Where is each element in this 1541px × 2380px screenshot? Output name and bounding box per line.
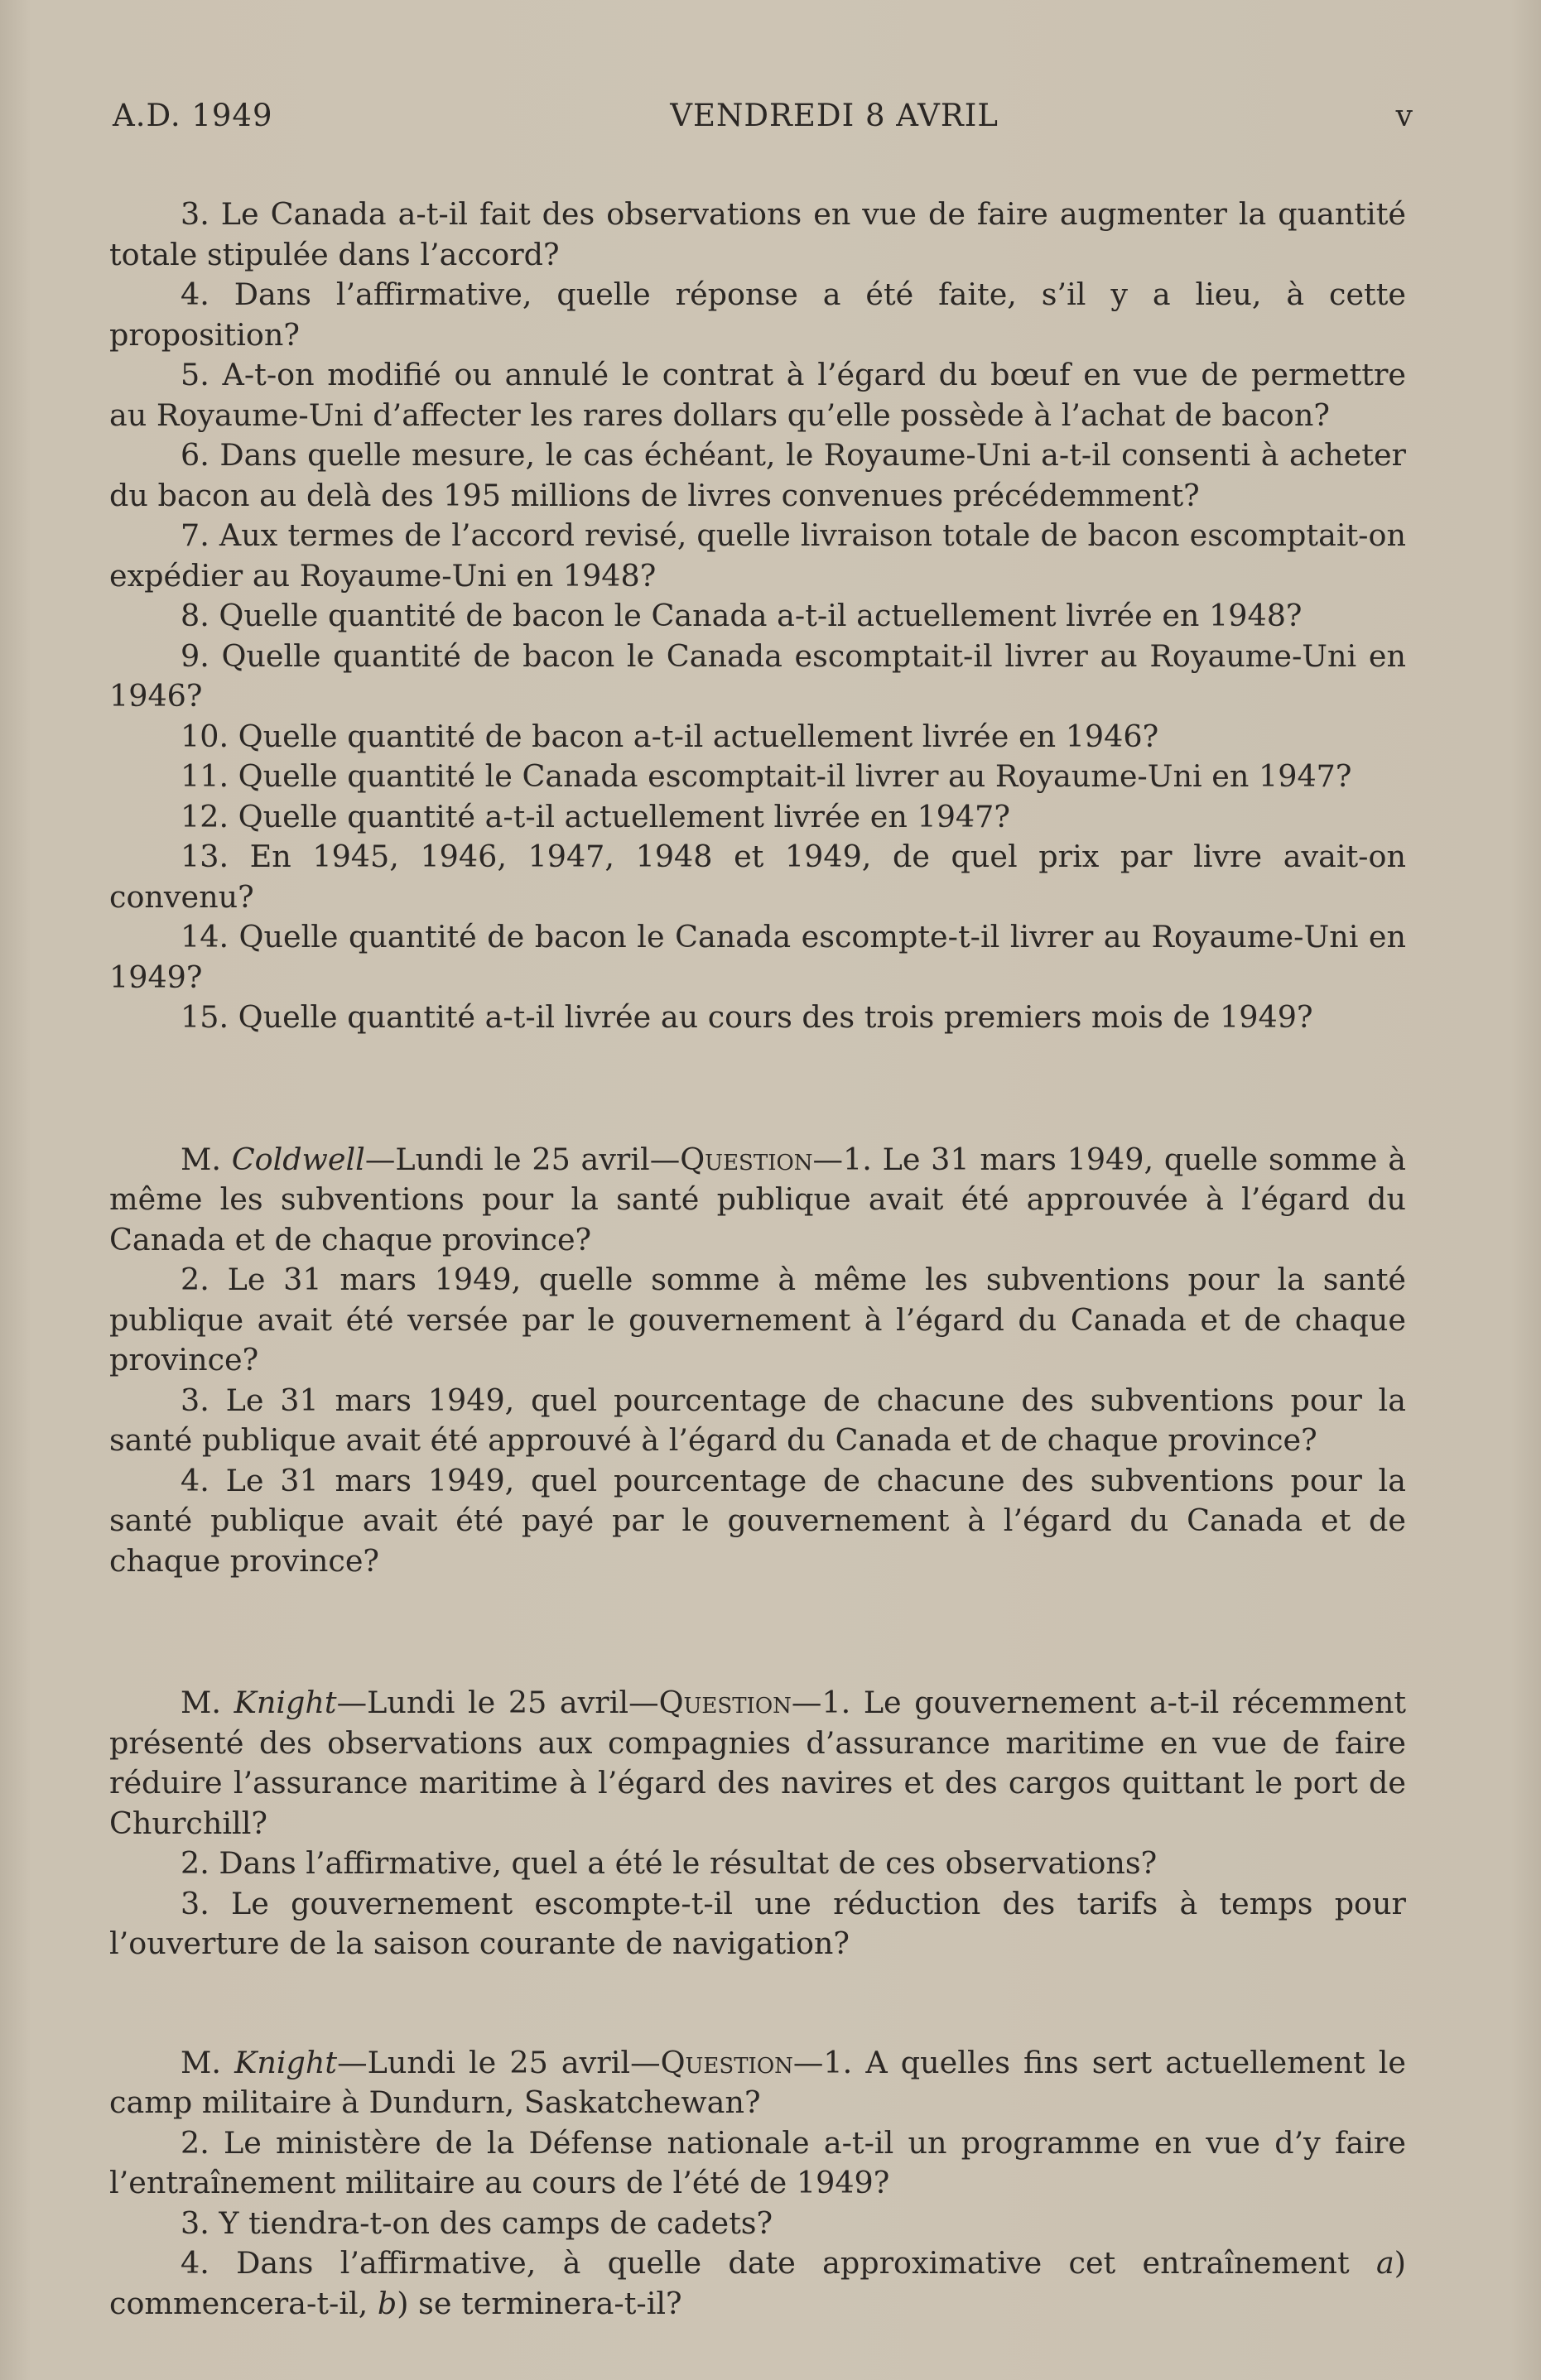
question-date: —Lundi le 25 avril— — [364, 1141, 681, 1177]
question-item: 2. Le 31 mars 1949, quelle somme à même les subventions pour la santé publique avait été versée par le gouvernement à l’égard du Canada et de chaque province? — [109, 1262, 1406, 1378]
question-item: 10. Quelle quantité de bacon a-t-il actuellement livrée en 1946? — [181, 718, 1159, 754]
question-heading — [109, 1140, 1406, 1261]
question-block-knight-dundurn — [109, 2043, 1406, 2325]
question-item: 9. Quelle quantité de bacon le Canada escomptait-il livrer au Royaume-Uni en 1946? — [109, 637, 1406, 714]
question-block-knight-churchill — [109, 1683, 1406, 1964]
question-item: 2. Le ministère de la Défense nationale a-t-il un programme en vue d’y faire l’entraînement militaire au cours de l’été de 1949? — [109, 2124, 1406, 2200]
last-item-lead: 4. Dans l’affirmative, à quelle date approximative cet entraînement — [181, 2245, 1376, 2281]
question-item: —1. A quelles fins sert actuellement le camp militaire à Dundurn, Saskatchewan? — [109, 2044, 1406, 2120]
question-item: 4. Le 31 mars 1949, quel pourcentage de chacune des subventions pour la santé publique avait été payé par le gouvernement à l’égard du Canada et de chaque province? — [109, 1462, 1406, 1579]
question-label: Question — [658, 1685, 792, 1720]
option-a-text: ) commencera-t-il, — [109, 2245, 1406, 2321]
option-b-letter: b — [377, 2285, 397, 2321]
question-item: —1. Le 31 mars 1949, quelle somme à même les subventions pour la santé publique avait été approuvée à l’égard du Canada et de chaque province? — [109, 1141, 1406, 1257]
question-item: 14. Quelle quantité de bacon le Canada escompte-t-il livrer au Royaume-Uni en 1949? — [109, 919, 1406, 995]
question-item: 3. Le gouvernement escompte-t-il une réduction des tarifs à temps pour l’ouverture de la saison courante de navigation? — [109, 1885, 1406, 1961]
question-date: —Lundi le 25 avril— — [336, 1685, 659, 1720]
question-heading — [109, 2043, 1406, 2123]
question-item: 3. Le 31 mars 1949, quel pourcentage de chacune des subventions pour la santé publique avait été approuvé à l’égard du Canada et de chaque province? — [109, 1382, 1406, 1458]
question-item: 3. Le Canada a-t-il fait des observations en vue de faire augmenter la quantité totale stipulée dans l’accord? — [109, 196, 1406, 272]
question-item: 5. A-t-on modifié ou annulé le contrat à l’égard du bœuf en vue de permettre au Royaume-Uni d’affecter les rares dollars qu’elle possède à l’achat de bacon? — [109, 357, 1406, 433]
intro-question-list — [109, 195, 1406, 1038]
question-item: 2. Dans l’affirmative, quel a été le résultat de ces observations? — [181, 1845, 1158, 1881]
option-b-text: ) se terminera-t-il? — [397, 2285, 682, 2321]
question-item: 3. Y tiendra-t-on des camps de cadets? — [181, 2205, 773, 2241]
member-name: Knight — [234, 1685, 337, 1720]
page-body — [109, 195, 1406, 2324]
member-title: M. — [181, 1685, 221, 1720]
question-item: 6. Dans quelle mesure, le cas échéant, le Royaume-Uni a-t-il consenti à acheter du bacon au delà des 195 millions de livres convenues précédemment? — [109, 437, 1406, 513]
member-title: M. — [181, 1141, 221, 1177]
question-item: —1. Le gouvernement a-t-il récemment présenté des observations aux compagnies d’assurance maritime en vue de faire réduire l’assurance maritime à l’égard des navires et des cargos quittant le port de Churchill? — [109, 1685, 1406, 1841]
member-title: M. — [181, 2044, 221, 2080]
question-label: Question — [660, 2044, 793, 2080]
question-item: 11. Quelle quantité le Canada escomptait-il livrer au Royaume-Uni en 1947? — [181, 758, 1352, 794]
question-item: 12. Quelle quantité a-t-il actuellement livrée en 1947? — [181, 798, 1010, 834]
question-item: 8. Quelle quantité de bacon le Canada a-t-il actuellement livrée en 1948? — [181, 598, 1303, 633]
question-item: 15. Quelle quantité a-t-il livrée au cours des trois premiers mois de 1949? — [181, 999, 1313, 1035]
question-item: 7. Aux termes de l’accord revisé, quelle livraison totale de bacon escomptait-on expédier au Royaume-Uni en 1948? — [109, 517, 1406, 594]
question-heading — [109, 1683, 1406, 1844]
question-item-last — [109, 2243, 1406, 2324]
header-year: A.D. 1949 — [113, 98, 273, 133]
question-item: 4. Dans l’affirmative, quelle réponse a été faite, s’il y a lieu, à cette proposition? — [109, 276, 1406, 353]
question-date: —Lundi le 25 avril— — [337, 2044, 661, 2080]
question-label: Question — [680, 1141, 813, 1177]
header-page-number: v — [1395, 99, 1413, 133]
member-name: Knight — [234, 2044, 338, 2080]
question-item: 13. En 1945, 1946, 1947, 1948 et 1949, de quel prix par livre avait-on convenu? — [109, 839, 1406, 915]
member-name: Coldwell — [231, 1141, 365, 1177]
question-block-coldwell — [109, 1140, 1406, 1582]
header-date: VENDREDI 8 AVRIL — [670, 98, 999, 133]
option-a-letter: a — [1375, 2245, 1394, 2281]
page-header — [113, 98, 1413, 133]
